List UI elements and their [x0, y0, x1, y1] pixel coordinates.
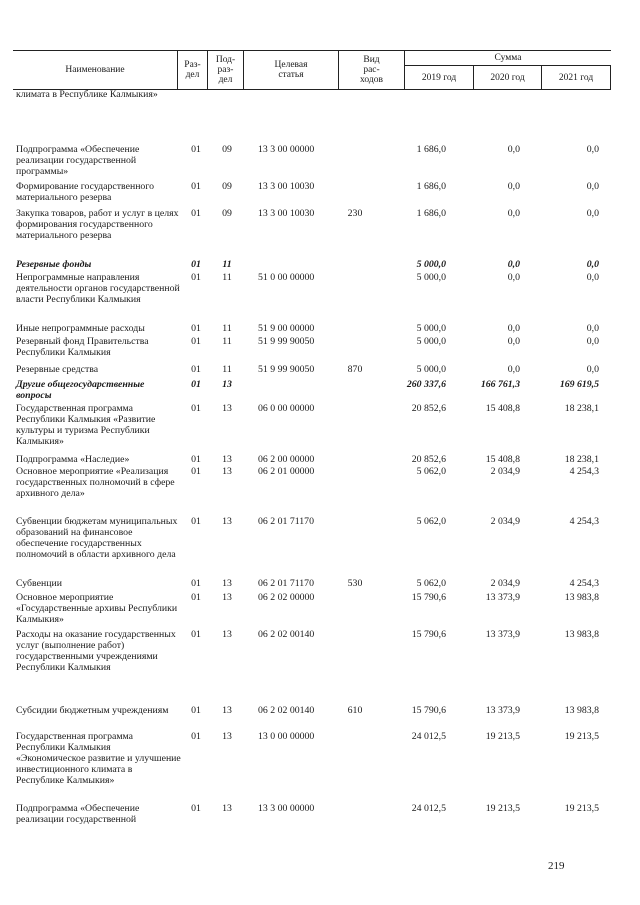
row-name: Государственная программа Республики Калмыкия «Экономическое развитие и улучшение инвестиционного климата в Республике Калмыкия» — [16, 731, 181, 786]
row-razdel: 01 — [191, 379, 201, 390]
row-podrazdel: 13 — [222, 466, 232, 477]
row-razdel: 01 — [191, 731, 201, 742]
row-sum-2021: 19 213,5 — [564, 803, 599, 814]
row-sum-2021: 4 254,3 — [569, 466, 599, 477]
row-sum-2019: 5 062,0 — [416, 578, 446, 589]
row-podrazdel: 13 — [222, 403, 232, 414]
row-podrazdel: 13 — [222, 629, 232, 640]
row-sum-2020: 166 761,3 — [480, 379, 520, 390]
row-sum-2019: 24 012,5 — [411, 731, 446, 742]
header-vid: Вид рас- ходов — [338, 51, 404, 89]
row-sum-2019: 5 000,0 — [416, 364, 446, 375]
row-target-code: 06 2 00 00000 — [258, 454, 315, 465]
row-razdel: 01 — [191, 336, 201, 347]
row-podrazdel: 11 — [222, 323, 232, 334]
row-target-code: 06 2 01 71170 — [258, 578, 314, 589]
header-year-2019: 2019 год — [404, 66, 473, 89]
row-name: Субвенции бюджетам муниципальных образований на финансовое обеспечение государственных полномочий в области архивного дела — [16, 516, 178, 560]
row-vid: 610 — [347, 705, 363, 716]
row-target-code: 13 3 00 10030 — [258, 181, 315, 192]
row-sum-2020: 0,0 — [507, 364, 520, 375]
row-name: Государственная программа Республики Калмыкия «Развитие культуры и туризма Республики Калмыкия» — [16, 403, 156, 447]
header-name: Наименование — [65, 65, 125, 75]
row-target-code: 13 0 00 00000 — [258, 731, 315, 742]
row-target-code: 51 9 99 90050 — [258, 364, 315, 375]
row-vid: 230 — [347, 208, 363, 219]
row-sum-2020: 19 213,5 — [485, 731, 520, 742]
row-vid: 530 — [347, 578, 363, 589]
row-sum-2019: 5 062,0 — [416, 466, 446, 477]
row-podrazdel: 13 — [222, 705, 232, 716]
row-sum-2020: 13 373,9 — [485, 592, 520, 603]
row-target-code: 51 0 00 00000 — [258, 272, 315, 283]
row-name: Закупка товаров, работ и услуг в целях формирования государственного материального резерва — [16, 208, 179, 241]
row-sum-2021: 4 254,3 — [569, 578, 599, 589]
row-sum-2020: 0,0 — [507, 323, 520, 334]
row-podrazdel: 13 — [222, 454, 232, 465]
page-number: 219 — [548, 860, 565, 872]
row-name: Подпрограмма «Обеспечение реализации государственной программы» — [16, 144, 140, 177]
row-sum-2021: 0,0 — [586, 144, 599, 155]
row-sum-2019: 5 000,0 — [416, 336, 446, 347]
row-podrazdel: 13 — [222, 592, 232, 603]
row-podrazdel: 13 — [222, 578, 232, 589]
row-target-code: 13 3 00 00000 — [258, 803, 315, 814]
row-sum-2020: 0,0 — [507, 144, 520, 155]
row-sum-2020: 19 213,5 — [485, 803, 520, 814]
row-sum-2019: 1 686,0 — [416, 208, 446, 219]
row-name: Расходы на оказание государственных услуг (выполнение работ) государственными учреждениями Республики Калмыкия — [16, 629, 176, 673]
row-sum-2021: 19 213,5 — [564, 731, 599, 742]
table-header — [13, 50, 611, 90]
row-razdel: 01 — [191, 592, 201, 603]
row-sum-2019: 260 337,6 — [406, 379, 446, 390]
row-name: климата в Республике Калмыкия» — [16, 89, 158, 100]
row-name: Субсидии бюджетным учреждениям — [16, 705, 169, 716]
row-sum-2020: 13 373,9 — [485, 629, 520, 640]
row-name: Подпрограмма «Обеспечение реализации государственной — [16, 803, 140, 825]
row-sum-2021: 0,0 — [586, 181, 599, 192]
row-sum-2020: 15 408,8 — [485, 454, 520, 465]
row-razdel: 01 — [191, 803, 201, 814]
row-target-code: 06 2 02 00140 — [258, 629, 315, 640]
row-sum-2021: 0,0 — [586, 208, 599, 219]
row-target-code: 06 2 01 71170 — [258, 516, 314, 527]
row-name: Иные непрограммные расходы — [16, 323, 145, 334]
row-sum-2021: 0,0 — [586, 272, 599, 283]
row-sum-2020: 2 034,9 — [490, 466, 520, 477]
row-podrazdel: 09 — [222, 208, 232, 219]
row-target-code: 06 2 01 00000 — [258, 466, 315, 477]
row-razdel: 01 — [191, 466, 201, 477]
row-podrazdel: 11 — [222, 259, 232, 270]
row-razdel: 01 — [191, 705, 201, 716]
row-podrazdel: 13 — [222, 379, 232, 390]
header-razdel: Раз- дел — [177, 51, 207, 89]
row-sum-2019: 1 686,0 — [416, 181, 446, 192]
row-razdel: 01 — [191, 516, 201, 527]
row-vid: 870 — [347, 364, 363, 375]
header-year-2020: 2020 год — [473, 66, 541, 89]
row-razdel: 01 — [191, 181, 201, 192]
row-razdel: 01 — [191, 454, 201, 465]
row-target-code: 51 9 00 00000 — [258, 323, 315, 334]
row-target-code: 51 9 99 90050 — [258, 336, 315, 347]
row-razdel: 01 — [191, 259, 201, 270]
row-sum-2020: 0,0 — [507, 208, 520, 219]
row-sum-2020: 0,0 — [507, 181, 520, 192]
row-sum-2019: 20 852,6 — [411, 403, 446, 414]
row-podrazdel: 11 — [222, 272, 232, 283]
row-sum-2019: 15 790,6 — [411, 629, 446, 640]
row-sum-2021: 0,0 — [586, 364, 599, 375]
row-podrazdel: 13 — [222, 803, 232, 814]
row-sum-2021: 0,0 — [586, 259, 599, 270]
row-podrazdel: 13 — [222, 516, 232, 527]
row-name: Основное мероприятие «Реализация государственных полномочий в сфере архивного дела» — [16, 466, 175, 499]
row-sum-2021: 13 983,8 — [564, 629, 599, 640]
row-podrazdel: 09 — [222, 144, 232, 155]
row-sum-2021: 169 619,5 — [559, 379, 599, 390]
row-name: Резервные фонды — [16, 259, 92, 270]
header-year-2021: 2021 год — [541, 66, 611, 89]
row-sum-2019: 1 686,0 — [416, 144, 446, 155]
row-name: Другие общегосударственные вопросы — [16, 379, 145, 401]
row-sum-2021: 13 983,8 — [564, 592, 599, 603]
row-sum-2020: 2 034,9 — [490, 578, 520, 589]
header-sum: Сумма — [404, 51, 611, 66]
row-name: Основное мероприятие «Государственные архивы Республики Калмыкия» — [16, 592, 178, 625]
row-sum-2019: 15 790,6 — [411, 592, 446, 603]
row-name: Формирование государственного материального резерва — [16, 181, 155, 203]
row-target-code: 06 0 00 00000 — [258, 403, 315, 414]
row-razdel: 01 — [191, 578, 201, 589]
row-sum-2019: 5 062,0 — [416, 516, 446, 527]
row-target-code: 13 3 00 10030 — [258, 208, 315, 219]
row-target-code: 06 2 02 00000 — [258, 592, 315, 603]
row-sum-2019: 5 000,0 — [416, 272, 446, 283]
row-target-code: 13 3 00 00000 — [258, 144, 315, 155]
row-razdel: 01 — [191, 144, 201, 155]
row-razdel: 01 — [191, 403, 201, 414]
row-name: Резервный фонд Правительства Республики Калмыкия — [16, 336, 149, 358]
row-podrazdel: 13 — [222, 731, 232, 742]
row-sum-2021: 18 238,1 — [564, 403, 599, 414]
row-sum-2019: 5 000,0 — [416, 259, 446, 270]
row-sum-2019: 5 000,0 — [416, 323, 446, 334]
row-sum-2021: 0,0 — [586, 336, 599, 347]
row-sum-2020: 0,0 — [507, 272, 520, 283]
row-razdel: 01 — [191, 323, 201, 334]
header-target: Целевая статья — [243, 51, 338, 89]
row-sum-2019: 24 012,5 — [411, 803, 446, 814]
row-sum-2019: 20 852,6 — [411, 454, 446, 465]
row-sum-2020: 0,0 — [507, 336, 520, 347]
row-sum-2020: 13 373,9 — [485, 705, 520, 716]
row-sum-2021: 13 983,8 — [564, 705, 599, 716]
row-razdel: 01 — [191, 208, 201, 219]
row-sum-2021: 18 238,1 — [564, 454, 599, 465]
row-razdel: 01 — [191, 629, 201, 640]
row-sum-2020: 2 034,9 — [490, 516, 520, 527]
row-sum-2021: 4 254,3 — [569, 516, 599, 527]
row-name: Резервные средства — [16, 364, 99, 375]
row-name: Подпрограмма «Наследие» — [16, 454, 130, 465]
row-sum-2020: 15 408,8 — [485, 403, 520, 414]
row-name: Непрограммные направления деятельности органов государственной власти Республики Калмыкия — [16, 272, 180, 305]
row-sum-2021: 0,0 — [586, 323, 599, 334]
row-podrazdel: 09 — [222, 181, 232, 192]
header-podrazdel: Под- раз- дел — [207, 51, 243, 89]
row-target-code: 06 2 02 00140 — [258, 705, 315, 716]
row-sum-2020: 0,0 — [507, 259, 520, 270]
row-podrazdel: 11 — [222, 364, 232, 375]
row-razdel: 01 — [191, 364, 201, 375]
row-podrazdel: 11 — [222, 336, 232, 347]
row-razdel: 01 — [191, 272, 201, 283]
row-sum-2019: 15 790,6 — [411, 705, 446, 716]
row-name: Субвенции — [16, 578, 62, 589]
